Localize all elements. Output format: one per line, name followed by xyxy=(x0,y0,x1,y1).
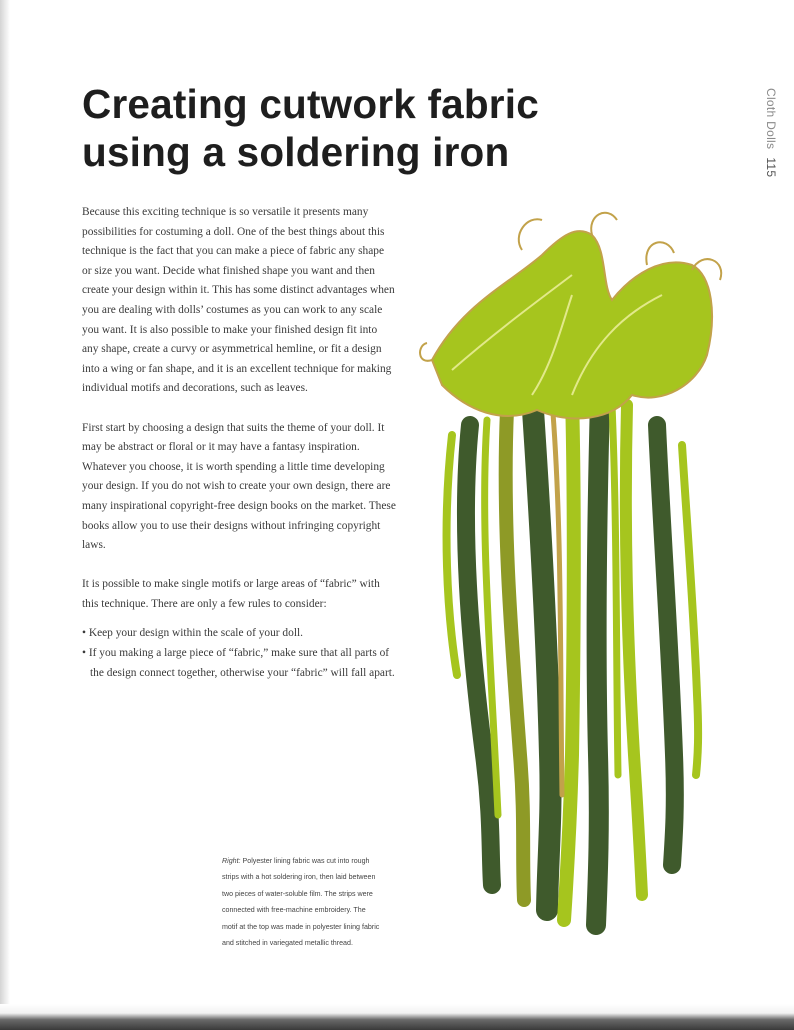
embroidered-strands xyxy=(447,395,699,925)
page-number: 115 xyxy=(764,157,778,178)
title-line-2: using a soldering iron xyxy=(82,129,510,175)
paragraph-design: First start by choosing a design that suits the theme of your doll. It may be abstract or floral or it may have a fantasy inspiration. Whatever you choose, it is worth spending a little time developing your design. If you do not wish to create your own design, there are many inspirational copyright-free design books on the market. These books allow you to use their designs without infringing copyright laws. xyxy=(82,421,396,552)
running-head xyxy=(764,88,778,177)
running-head-label: Cloth Dolls xyxy=(764,88,778,150)
page-title xyxy=(82,80,539,176)
rules-list xyxy=(82,624,396,683)
rule-item: • If you making a large piece of “fabric,” make sure that all parts of the design connect together, otherwise your “fabric” will fall apart. xyxy=(82,644,396,683)
paragraph-rules: It is possible to make single motifs or large areas of “fabric” with this technique. There are only a few rules to consider: xyxy=(82,578,380,610)
book-spine-shadow xyxy=(0,0,10,1030)
cutwork-fabric-photo xyxy=(412,195,742,940)
rule-item: • Keep your design within the scale of your doll. xyxy=(82,624,396,644)
page-bottom-edge xyxy=(0,1004,794,1030)
caption-text: Polyester lining fabric was cut into rough strips with a hot soldering iron, then laid between two pieces of water-soluble film. The strips were connected with free-machine embroidery. The motif at the top was made in polyester lining fabric and stitched in variegated metallic thread. xyxy=(222,857,380,948)
leaf-motif xyxy=(420,213,721,419)
paragraph-intro: Because this exciting technique is so versatile it presents many possibilities for costuming a doll. One of the best things about this technique is the fact that you can make a piece of fabric any shape or size you want. Decide what finished shape you want and then create your design within it. This has some distinct advantages when you are dealing with dolls’ costumes as you can work to any scale you want. It is also possible to make your finished design fit into any shape, create a curvy or asymmetrical hemline, or fit a design into a wing or fan shape, and it is an excellent technique for making individual motifs and decorations, such as leaves. xyxy=(82,206,395,395)
photo-caption xyxy=(222,853,382,951)
body-text xyxy=(82,203,396,683)
caption-lead: Right: xyxy=(222,857,241,865)
title-line-1: Creating cutwork fabric xyxy=(82,81,539,127)
